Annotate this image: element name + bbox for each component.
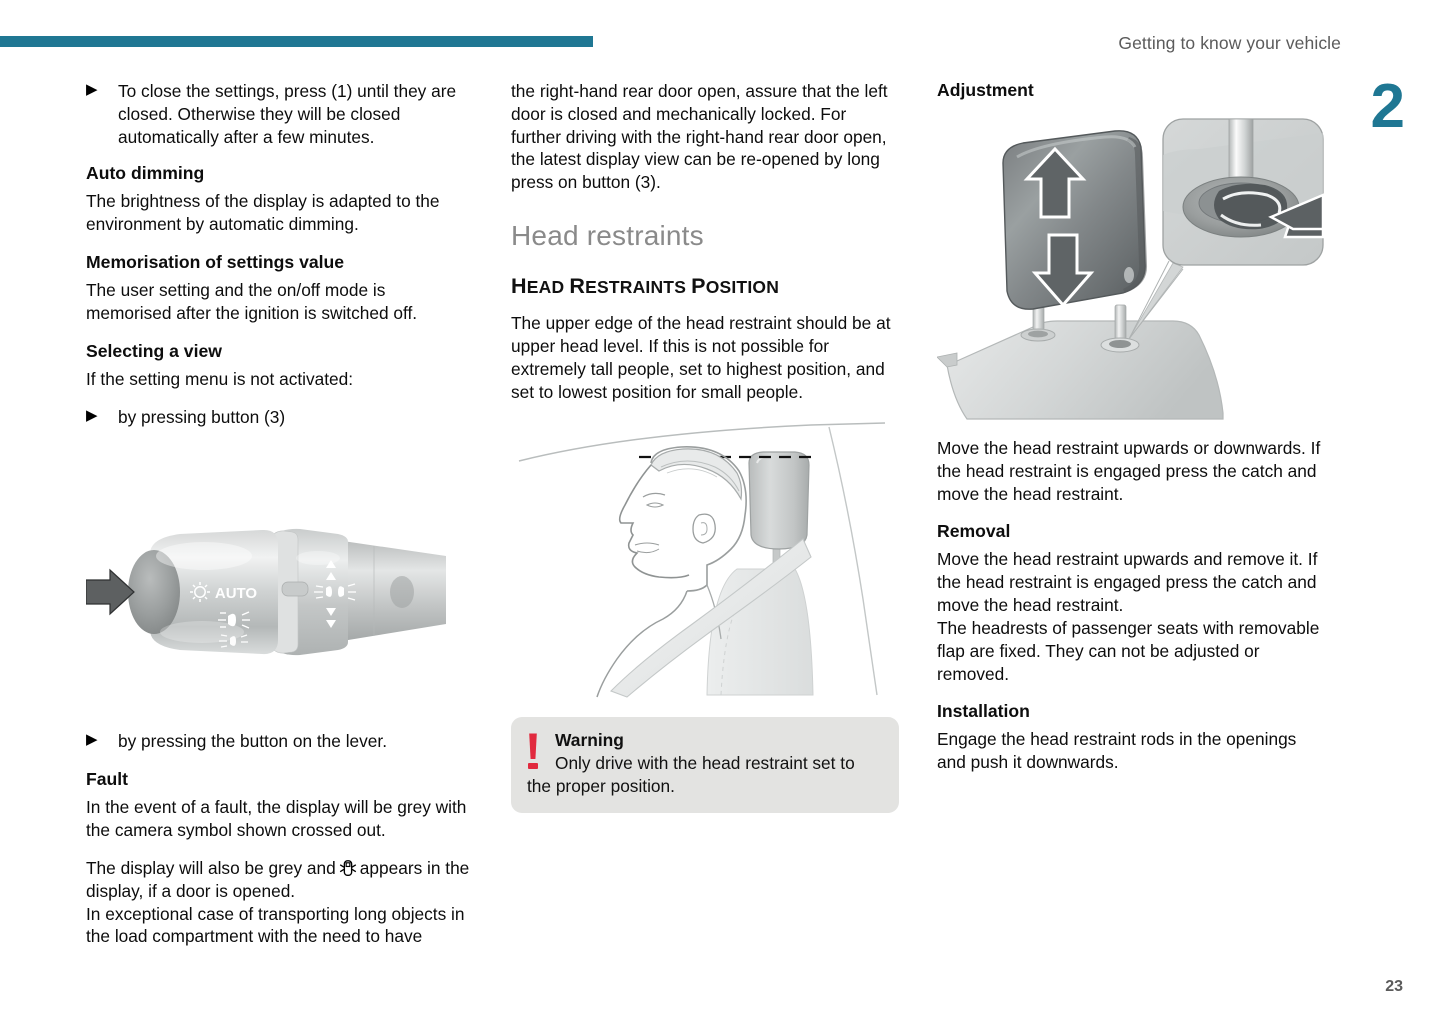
body-fault-2-part-b: appears in the display, if a door is opened. bbox=[86, 857, 470, 901]
body-fault-2-part-a: The display will also be grey and bbox=[86, 857, 336, 878]
heading-auto-dimming: Auto dimming bbox=[86, 163, 205, 184]
body-removal-2: The headrests of passenger seats with removable flap are fixed. They can not be adjusted or removed. bbox=[937, 617, 1320, 684]
heading-memorisation-of-settings-value: Memorisation of settings value bbox=[86, 252, 345, 273]
accent-rule bbox=[0, 36, 593, 47]
running-head: Getting to know your vehicle bbox=[1118, 33, 1341, 53]
sc-part-1: EAD bbox=[526, 277, 570, 298]
head-restraint-adjustment-figure bbox=[937, 113, 1327, 421]
heading-selecting-a-view: Selecting a view bbox=[86, 340, 222, 361]
head-restraint-height-illustration-svg bbox=[511, 419, 899, 699]
sc-part-5: OSITION bbox=[705, 277, 780, 298]
body-auto-dimming: The brightness of the display is adapted to the environment by automatic dimming. bbox=[86, 191, 440, 235]
heading-installation: Installation bbox=[937, 701, 1030, 722]
warning-box bbox=[511, 717, 899, 813]
heading-removal: Removal bbox=[937, 521, 1011, 542]
sc-part-0: H bbox=[511, 274, 527, 299]
body-memorisation-of-settings-value: The user setting and the on/off mode is memorised after the ignition is switched off. bbox=[86, 280, 418, 323]
lever-auto-label: AUTO bbox=[214, 585, 258, 603]
sc-part-4: P bbox=[691, 274, 706, 299]
heading-fault: Fault bbox=[86, 769, 129, 790]
section-heading-head-restraints: Head restraints bbox=[511, 220, 704, 252]
body-selecting-a-view: If the setting menu is not activated: bbox=[86, 368, 354, 389]
body-fault-1: In the event of a fault, the display will be grey with the camera symbol shown crossed out. bbox=[86, 797, 467, 841]
door-open-icon bbox=[338, 859, 358, 877]
body-head-restraints-position: The upper edge of the head restraint should be at upper head level. If this is not possible for extremely tall people, set to highest position, and set to lowest position for small people. bbox=[511, 313, 891, 402]
sc-part-2: R bbox=[569, 274, 586, 299]
warning-body bbox=[527, 752, 883, 798]
head-restraint-adjustment-illustration-svg bbox=[937, 113, 1327, 421]
callout-arrow-left bbox=[86, 570, 134, 614]
body-continued-from-left-column: the right-hand rear door open, assure that the left door is closed and mechanically locked. For further driving with the right-hand rear door open, the latest display view can be re-opened by long press on button (3). bbox=[511, 81, 888, 193]
body-fault-3: In exceptional case of transporting long objects in the load compartment with the need to have bbox=[86, 903, 465, 947]
bullet-press-button-on-lever: ▶ by pressing the button on the lever. bbox=[86, 730, 474, 753]
warning-body-line-1: Only drive with the head restraint set to bbox=[555, 752, 855, 773]
bullet-press-button-3: ▶ by pressing button (3) bbox=[86, 406, 474, 429]
light-control-lever-figure bbox=[86, 520, 474, 670]
body-adjustment: Move the head restraint upwards or downwards. If the head restraint is engaged press the catch and move the head restraint. bbox=[937, 438, 1321, 504]
bullet-close-settings: ▶ To close the settings, press (1) until they are closed. Otherwise they will be closed automatically after a few minutes. bbox=[86, 80, 474, 148]
page-number: 23 bbox=[1385, 978, 1403, 995]
column-middle bbox=[511, 80, 899, 813]
head-restraint-height-figure bbox=[511, 419, 899, 699]
subsection-heading-head-restraints-position bbox=[511, 274, 899, 299]
warning-body-line-2: the proper position. bbox=[527, 775, 675, 796]
body-fault-2 bbox=[86, 857, 474, 903]
column-left bbox=[86, 80, 474, 963]
body-installation: Engage the head restraint rods in the openings and push it downwards. bbox=[937, 729, 1297, 773]
chapter-number: 2 bbox=[1370, 72, 1405, 141]
lever-illustration-svg bbox=[86, 520, 474, 670]
column-right bbox=[937, 80, 1327, 789]
sc-part-3: ESTRAINTS bbox=[585, 277, 692, 298]
body-removal-1: Move the head restraint upwards and remove it. If the head restraint is engaged press the catch and move the head restraint. bbox=[937, 549, 1318, 616]
heading-adjustment: Adjustment bbox=[937, 80, 1034, 100]
warning-exclamation-icon bbox=[528, 733, 539, 769]
warning-title: Warning bbox=[555, 730, 624, 751]
